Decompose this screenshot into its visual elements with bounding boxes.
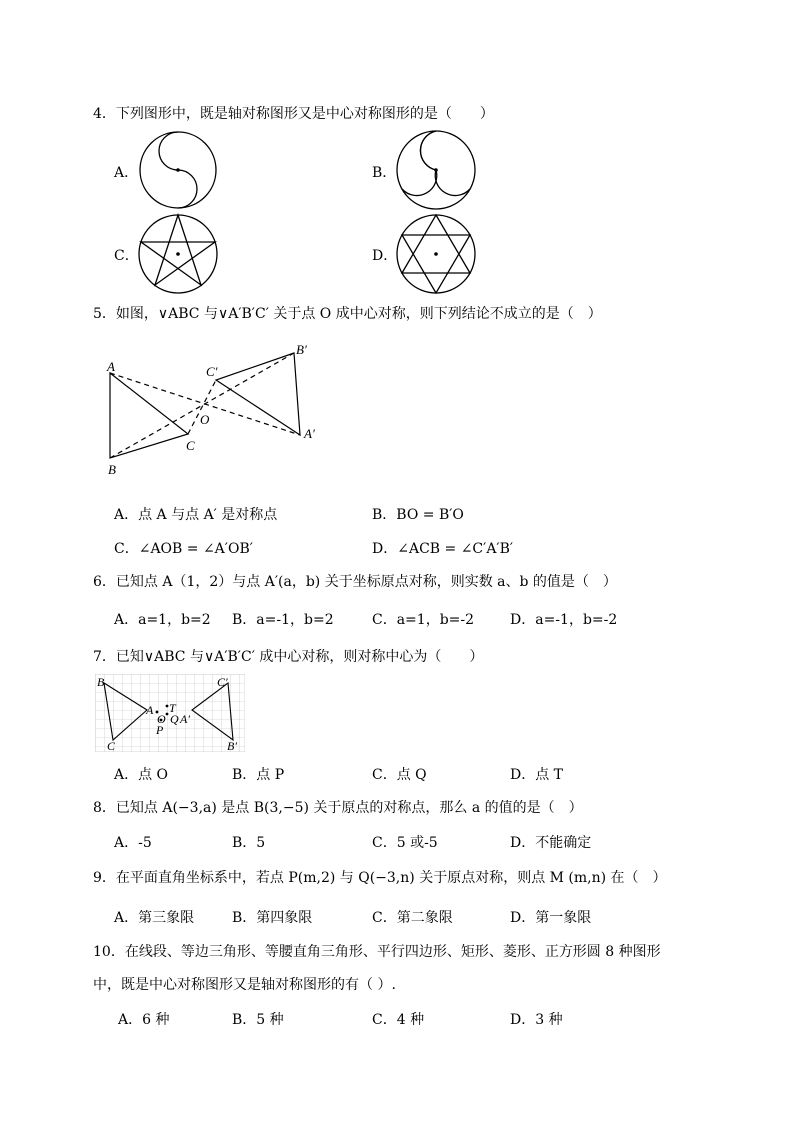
q8-option-a: A．-5	[114, 835, 152, 851]
q4-option-d-label: D．	[372, 248, 398, 264]
q5-label-a-prime: A′	[304, 426, 315, 441]
q8-stem: 8．已知点 A(−3,a) 是点 B(3,−5) 关于原点的对称点，那么 a 的值的是（ ）	[93, 800, 583, 816]
q4-stem: 4．下列图形中，既是轴对称图形又是中心对称图形的是（ ）	[93, 106, 494, 122]
q10-option-c: C．4 种	[372, 1012, 425, 1028]
q6-option-b: B．a=-1，b=2	[232, 612, 334, 628]
q5-label-c: C	[186, 438, 195, 453]
q5-label-b: B	[108, 462, 116, 477]
q9-option-d: D．第一象限	[510, 910, 592, 926]
q7-label-o: O	[157, 712, 166, 726]
q7-label-b: B	[97, 675, 105, 689]
q6-option-a: A．a=1，b=2	[114, 612, 211, 628]
q4-figure-d	[396, 213, 478, 295]
q5-figure	[100, 338, 330, 480]
q4-figure-a	[138, 131, 220, 211]
q8-option-d: D．不能确定	[510, 835, 592, 851]
q10-option-a: A．6 种	[118, 1012, 170, 1028]
q7-option-d: D．点 T	[510, 767, 564, 783]
q10-option-d: D．3 种	[510, 1012, 563, 1028]
q6-stem: 6．已知点 A（1，2）与点 A′(a，b) 关于坐标原点对称，则实数 a、b 的值是（ ）	[93, 574, 617, 590]
q7-option-c: C．点 Q	[372, 767, 427, 783]
q4-figure-c	[138, 213, 220, 295]
q7-grid-figure	[95, 674, 245, 752]
q5-option-c: C．∠AOB = ∠A′OB′	[114, 541, 253, 557]
q7-stem: 7．已知∨ABC 与∨A′B′C′ 成中心对称，则对称中心为（ ）	[93, 649, 484, 665]
q8-option-b: B．5	[232, 835, 266, 851]
q6-option-d: D．a=-1，b=-2	[510, 612, 618, 628]
q7-label-b-prime: B′	[227, 739, 237, 752]
q5-label-b-prime: B′	[296, 342, 307, 357]
q10-stem-line-1: 10．在线段、等边三角形、等腰直角三角形、平行四边形、矩形、菱形、正方形圆 8 种图形	[93, 944, 661, 960]
q7-label-a-prime: A′	[180, 712, 190, 726]
q7-option-a: A．点 O	[114, 767, 169, 783]
q6-option-c: C．a=1，b=-2	[372, 612, 475, 628]
q5-label-a: A	[107, 359, 115, 374]
q5-option-b: B．BO = B′O	[372, 507, 464, 523]
q8-option-c: C．5 或-5	[372, 835, 438, 851]
q9-option-a: A．第三象限	[114, 910, 195, 926]
q4-option-a-label: A．	[114, 165, 139, 181]
q7-label-c: C	[107, 739, 116, 752]
q5-label-c-prime: C′	[206, 364, 218, 379]
q7-label-t: T	[169, 701, 176, 715]
q4-option-c-label: C．	[114, 248, 139, 264]
q10-option-b: B．5 种	[232, 1012, 284, 1028]
q7-label-p: P	[156, 723, 164, 737]
q7-label-c-prime: C′	[217, 675, 228, 689]
q9-option-b: B．第四象限	[232, 910, 313, 926]
q9-stem: 9．在平面直角坐标系中，若点 P(m,2) 与 Q(−3,n) 关于原点对称，则点 M (m,n) 在（ ）	[93, 870, 667, 886]
q5-label-o: O	[200, 412, 210, 427]
q4-figure-b	[396, 129, 478, 211]
q5-option-d: D．∠ACB = ∠C′A′B′	[372, 541, 514, 557]
q9-option-c: C．第二象限	[372, 910, 453, 926]
q4-option-b-label: B．	[372, 165, 397, 181]
q5-stem: 5．如图，∨ABC 与∨A′B′C′ 关于点 O 成中心对称，则下列结论不成立的是（ ）	[93, 306, 602, 322]
q5-option-a: A．点 A 与点 A′ 是对称点	[114, 507, 278, 523]
q7-option-b: B．点 P	[232, 767, 285, 783]
q7-label-a: A	[146, 703, 154, 717]
q10-stem-line-2: 中，既是中心对称图形又是轴对称图形的有（ ）.	[93, 977, 396, 993]
q7-label-q: Q	[170, 712, 179, 726]
